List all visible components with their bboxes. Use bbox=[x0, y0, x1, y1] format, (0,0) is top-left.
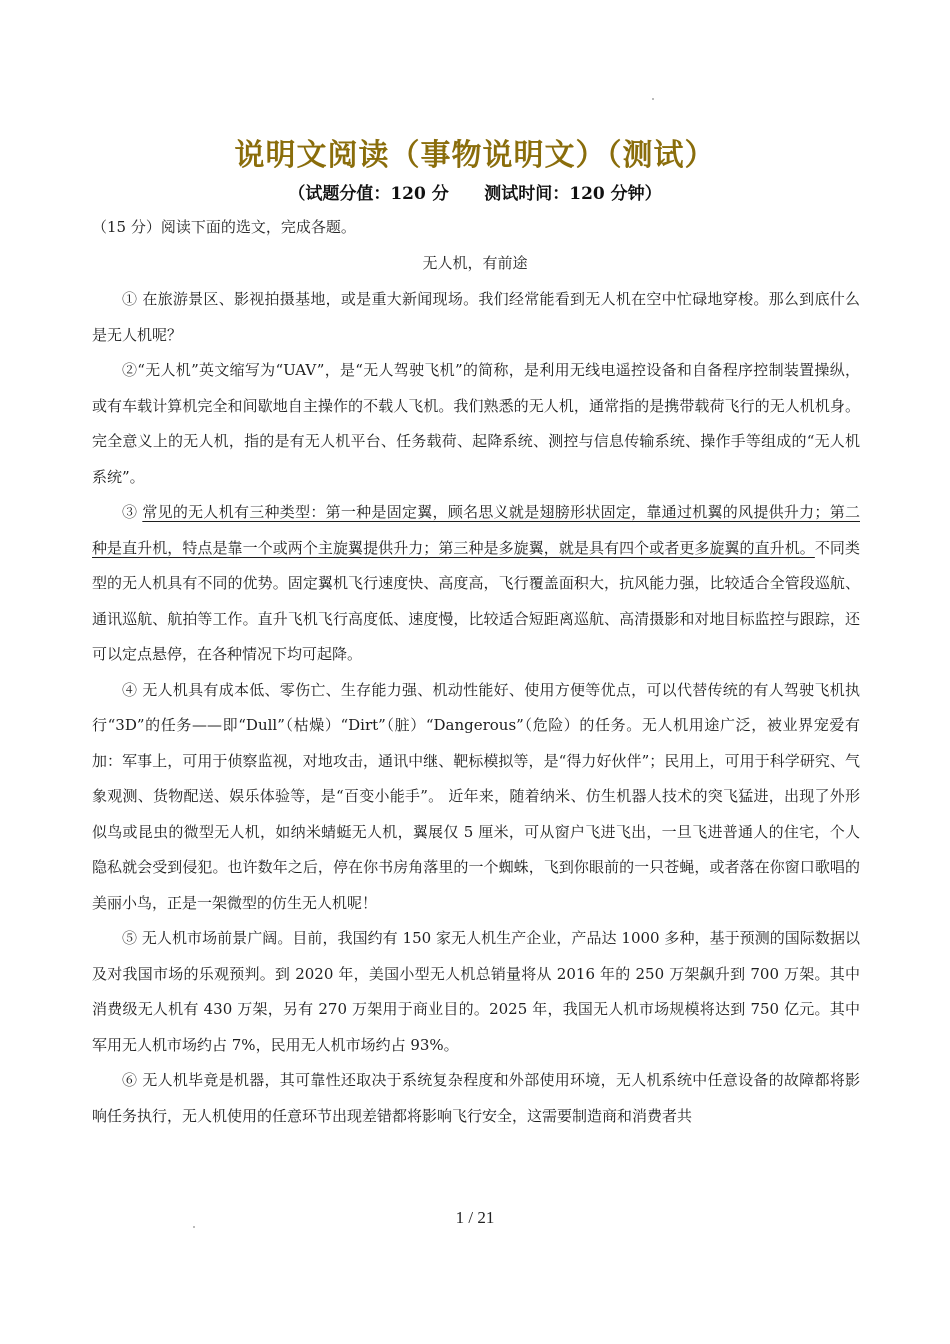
question-intro: （15 分）阅读下面的选文，完成各题。 bbox=[92, 218, 356, 236]
paragraph-3-rest: 不同类型的无人机具有不同的优势。固定翼机飞行速度快、高度高，飞行覆盖面积大，抗风能力强，比较适合全管段巡航、通讯巡航、航拍等工作。直升飞机飞行高度低、速度慢，比较适合短距离巡航、高清摄影和对地目标监控与跟踪，还可以定点悬停，在各种情况下均可起降。 bbox=[92, 538, 860, 663]
article-body bbox=[92, 282, 860, 1134]
article-title: 无人机，有前途 bbox=[422, 254, 528, 272]
paragraph-5: ⑤ 无人机市场前景广阔。目前，我国约有 150 家无人机生产企业，产品达 1000 多种，基于预测的国际数据以及对我国市场的乐观预判。到 2020 年，美国小型无人机总销量将从 2016 年的 250 万架飙升到 700 万架。其中消费级无人机有 430 万架，另有 270 万架用于商业目的。2025 年，我国无人机市场规模将达到 750 亿元。其中军用无人机市场约占 7%，民用无人机市场约占 93%。 bbox=[92, 929, 860, 1054]
paragraph-6: ⑥ 无人机毕竟是机器，其可靠性还取决于系统复杂程度和外部使用环境，无人机系统中任意设备的故障都将影响任务执行，无人机使用的任意环节出现差错都将影响飞行安全，这需要制造商和消费者共 bbox=[92, 1071, 860, 1125]
paragraph-3 bbox=[92, 495, 860, 673]
page-title: 说明文阅读（事物说明文）（测试） bbox=[234, 138, 716, 173]
paragraph-3-underlined-text: 常见的无人机有三种类型：第一种是固定翼，顾名思义就是翅膀形状固定，靠通过机翼的风提供升力；第二种是直升机，特点是靠一个或两个主旋翼提供升力；第三种是多旋翼，就是具有四个或者更多旋翼的直升机。 bbox=[92, 503, 860, 557]
paragraph-2: ②“无人机”英文缩写为“UAV”，是“无人驾驶飞机”的简称，是利用无线电遥控设备和自备程序控制装置操纵，或有车载计算机完全和间歇地自主操作的不载人飞机。我们熟悉的无人机，通常指的是携带载荷飞行的无人机机身。完全意义上的无人机，指的是有无人机平台、任务载荷、起降系统、测控与信息传输系统、操作手等组成的“无人机系统”。 bbox=[92, 361, 860, 486]
paragraph-4: ④ 无人机具有成本低、零伤亡、生存能力强、机动性能好、使用方便等优点，可以代替传统的有人驾驶飞机执行“3D”的任务——即“Dull”（枯燥）“Dirt”（脏）“Dangerous”（危险）的任务。无人机用途广泛，被业界宠爱有加：军事上，可用于侦察监视，对地攻击，通讯中继、靶标模拟等，是“得力好伙伴”；民用上，可用于科学研究、气象观测、货物配送、娱乐体验等，是“百变小能手”。 近年来，随着纳米、仿生机器人技术的突飞猛进，出现了外形似鸟或昆虫的微型无人机，如纳米蜻蜓无人机，翼展仅 5 厘米，可从窗户飞进飞出，一旦飞进普通人的住宅，个人隐私就会受到侵犯。也许数年之后，停在你书房角落里的一个蜘蛛，飞到你眼前的一只苍蝇，或者落在你窗口歌唱的美丽小鸟，正是一架微型的仿生无人机呢！ bbox=[92, 680, 860, 912]
paragraph-1: ① 在旅游景区、影视拍摄基地，或是重大新闻现场。我们经常能看到无人机在空中忙碌地穿梭。那么到底什么是无人机呢？ bbox=[92, 290, 860, 344]
scan-speck bbox=[652, 98, 654, 100]
page-subtitle: （试题分值：120 分 测试时间：120 分钟） bbox=[288, 184, 662, 204]
page-number: 1 / 21 bbox=[455, 1208, 495, 1227]
paragraph-3-number: ③ bbox=[122, 503, 143, 521]
